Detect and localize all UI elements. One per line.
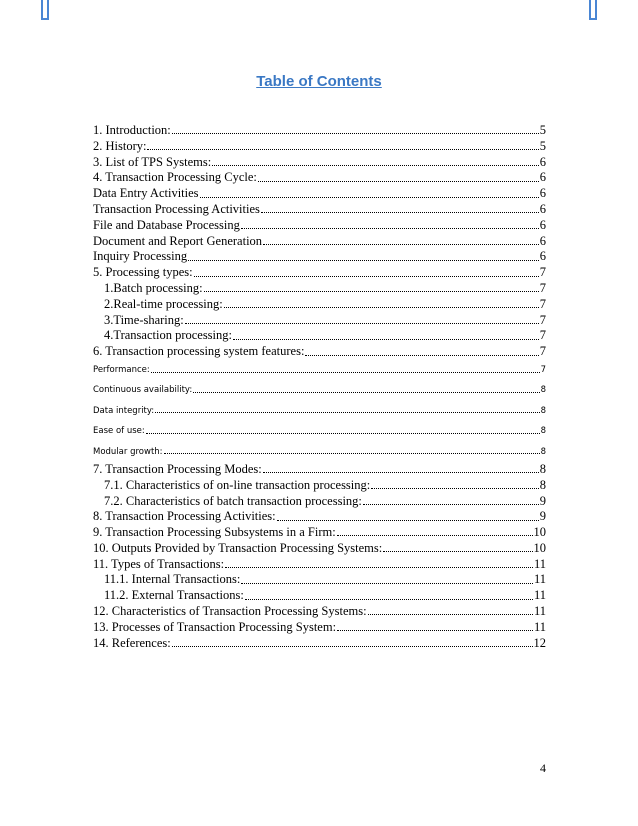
toc-entry-text: 12. Characteristics of Transaction Processing Systems:	[93, 604, 367, 619]
dot-leader	[225, 567, 533, 568]
toc-entry-page: 7	[539, 280, 546, 295]
toc-entry-text: 7.2. Characteristics of batch transaction processing:	[104, 493, 362, 508]
toc-entry-text: 11. Types of Transactions:	[93, 556, 225, 571]
toc-entry-page: 8	[540, 446, 546, 457]
toc-entry[interactable]	[93, 360, 546, 380]
toc-entry[interactable]	[93, 421, 546, 441]
toc-entry[interactable]	[93, 297, 546, 313]
toc-title: Table of Contents	[256, 73, 382, 90]
toc-entry-page: 8	[539, 461, 546, 476]
toc-entry-text: 2.Real-time processing:	[104, 296, 223, 311]
dot-leader	[261, 212, 539, 213]
toc-entry[interactable]	[93, 478, 546, 494]
dot-leader	[277, 520, 539, 521]
toc-entry[interactable]	[93, 588, 546, 604]
toc-entry-text: 4.Transaction processing:	[104, 328, 232, 343]
dot-leader	[241, 583, 533, 584]
toc-entry-page: 6	[539, 154, 546, 169]
dot-leader	[337, 630, 533, 631]
toc-entry-text: 2. History:	[93, 138, 147, 153]
dot-leader	[204, 291, 539, 292]
page-corner-mark-right	[589, 0, 597, 20]
page-corner-mark-left	[41, 0, 49, 20]
toc-entry-text: 11.1. Internal Transactions:	[104, 572, 241, 587]
toc-entry-text: 6. Transaction processing system features:	[93, 344, 305, 359]
toc-entry-text: Data Entry Activities	[93, 186, 199, 201]
toc-entry[interactable]	[93, 525, 546, 541]
dot-leader	[363, 504, 539, 505]
toc-entry[interactable]	[93, 218, 546, 234]
dot-leader	[151, 372, 540, 373]
toc-entry[interactable]	[93, 509, 546, 525]
toc-entry-text: Continuous availability:	[93, 385, 193, 396]
toc-entry-page: 10	[533, 525, 546, 540]
toc-entry[interactable]	[93, 401, 546, 421]
toc-entry-page: 11	[533, 619, 546, 634]
toc-entry-page: 12	[533, 635, 546, 650]
dot-leader	[212, 165, 539, 166]
toc-entry[interactable]	[93, 234, 546, 250]
toc-entry-text: 13. Processes of Transaction Processing System:	[93, 619, 337, 634]
toc-entry-text: 4. Transaction Processing Cycle:	[93, 170, 257, 185]
toc-entry[interactable]	[93, 249, 546, 265]
toc-entry-text: 8. Transaction Processing Activities:	[93, 509, 276, 524]
toc-entry-page: 9	[539, 509, 546, 524]
toc-entry[interactable]	[93, 328, 546, 344]
dot-leader	[146, 433, 540, 434]
toc-entry-page: 8	[540, 426, 546, 437]
toc-entry-text: 9. Transaction Processing Subsystems in a Firm:	[93, 525, 336, 540]
toc-entry-page: 7	[539, 312, 546, 327]
toc-entry-text: File and Database Processing	[93, 217, 240, 232]
toc-entry[interactable]	[93, 572, 546, 588]
toc-entry-page: 6	[539, 217, 546, 232]
toc-entry-page: 7	[539, 296, 546, 311]
toc-entry-page: 5	[539, 123, 546, 137]
toc-entry-text: Performance:	[93, 364, 150, 375]
dot-leader	[200, 197, 539, 198]
dot-leader	[188, 260, 539, 261]
toc-entry[interactable]	[93, 636, 546, 652]
toc-entry[interactable]	[93, 442, 546, 462]
toc-entry-page: 5	[539, 138, 546, 153]
toc-entry-text: 3. List of TPS Systems:	[93, 154, 212, 169]
toc-entry-text: 14. References:	[93, 635, 171, 650]
toc-entry-page: 9	[539, 493, 546, 508]
toc-entry-page: 6	[539, 186, 546, 201]
dot-leader	[155, 412, 539, 413]
toc-entry-page: 10	[533, 540, 546, 555]
toc-entry[interactable]	[93, 170, 546, 186]
toc-entry[interactable]	[93, 344, 546, 360]
toc-entry-text: Transaction Processing Activities	[93, 201, 260, 216]
toc-entry[interactable]	[93, 462, 546, 478]
toc-entry-text: Ease of use:	[93, 426, 145, 437]
dot-leader	[258, 181, 539, 182]
toc-entry-page: 8	[539, 477, 546, 492]
dot-leader	[193, 392, 539, 393]
dot-leader	[147, 149, 538, 150]
toc-entry-text: Data integrity:	[93, 405, 155, 416]
dot-leader	[371, 488, 539, 489]
toc-entry[interactable]	[93, 265, 546, 281]
toc-entry[interactable]	[93, 202, 546, 218]
toc-entry-text: Document and Report Generation	[93, 233, 263, 248]
toc-entry-text: 3.Time-sharing:	[104, 312, 184, 327]
dot-leader	[241, 228, 539, 229]
toc-entry-page: 11	[533, 572, 546, 587]
toc-list	[93, 123, 546, 651]
dot-leader	[172, 646, 533, 647]
toc-entry-page: 6	[539, 201, 546, 216]
dot-leader	[368, 614, 533, 615]
toc-entry[interactable]	[93, 123, 546, 139]
toc-entry-page: 8	[540, 405, 546, 416]
toc-entry[interactable]	[93, 139, 546, 155]
dot-leader	[263, 472, 539, 473]
dot-leader	[185, 323, 539, 324]
toc-entry[interactable]	[93, 380, 546, 400]
dot-leader	[164, 453, 540, 454]
toc-entry-text: 5. Processing types:	[93, 265, 193, 280]
dot-leader	[172, 133, 539, 134]
toc-entry-page: 11	[533, 556, 546, 571]
toc-entry-text: 7. Transaction Processing Modes:	[93, 461, 262, 476]
dot-leader	[305, 355, 538, 356]
toc-entry-page: 6	[539, 249, 546, 264]
toc-entry-text: Inquiry Processing	[93, 249, 188, 264]
toc-entry[interactable]	[93, 494, 546, 510]
toc-entry-text: 1. Introduction:	[93, 123, 171, 137]
dot-leader	[194, 276, 539, 277]
toc-entry-text: 7.1. Characteristics of on-line transaction processing:	[104, 477, 371, 492]
toc-entry[interactable]	[93, 155, 546, 171]
toc-entry-page: 8	[540, 385, 546, 396]
toc-entry-text: 10. Outputs Provided by Transaction Processing Systems:	[93, 540, 383, 555]
dot-leader	[224, 307, 539, 308]
toc-entry-page: 11	[533, 588, 546, 603]
dot-leader	[263, 244, 539, 245]
toc-entry-page: 7	[539, 344, 546, 359]
dot-leader	[233, 339, 539, 340]
dot-leader	[337, 535, 533, 536]
toc-entry-page: 6	[539, 233, 546, 248]
toc-entry-page: 7	[540, 364, 546, 375]
toc-entry-page: 11	[533, 604, 546, 619]
toc-entry[interactable]	[93, 604, 546, 620]
toc-entry-page: 6	[539, 170, 546, 185]
toc-entry[interactable]	[93, 557, 546, 573]
toc-entry[interactable]	[93, 541, 546, 557]
toc-entry[interactable]	[93, 313, 546, 329]
page-number: 4	[540, 761, 546, 775]
toc-entry[interactable]	[93, 281, 546, 297]
toc-entry-text: Modular growth:	[93, 446, 163, 457]
toc-entry[interactable]	[93, 186, 546, 202]
toc-entry-text: 1.Batch processing:	[104, 280, 203, 295]
dot-leader	[245, 599, 533, 600]
toc-entry-page: 7	[539, 328, 546, 343]
toc-entry[interactable]	[93, 620, 546, 636]
toc-entry-page: 7	[539, 265, 546, 280]
dot-leader	[383, 551, 532, 552]
toc-entry-text: 11.2. External Transactions:	[104, 588, 244, 603]
